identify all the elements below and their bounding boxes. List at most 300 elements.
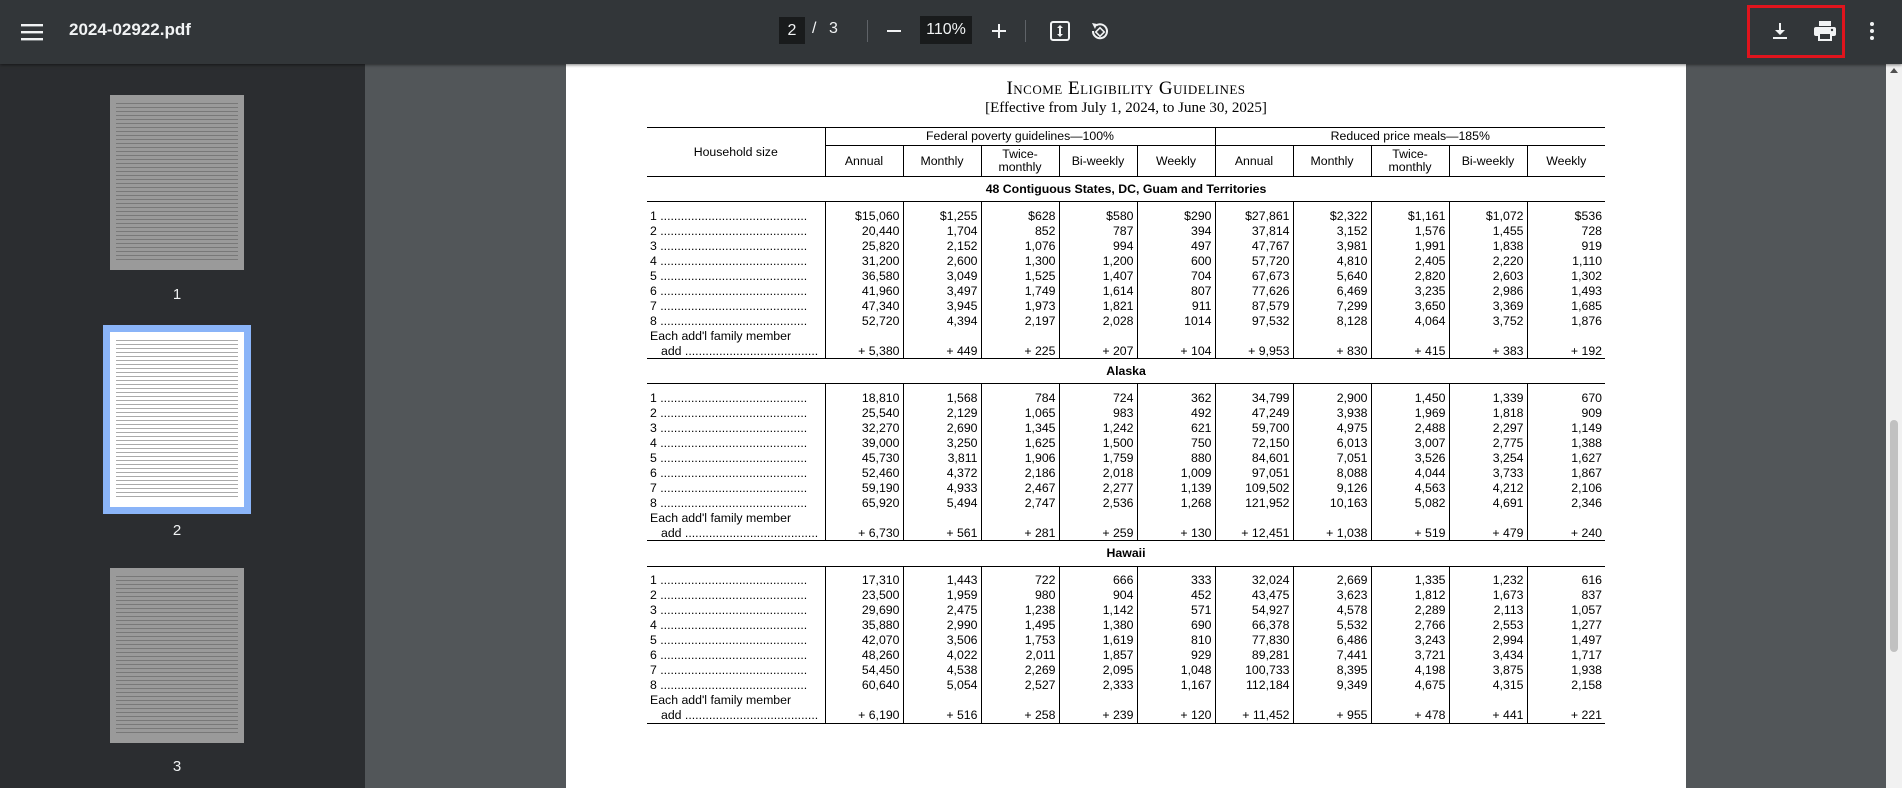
table-cell: 1,407 [1059, 268, 1137, 283]
table-row [647, 343, 1605, 359]
additional-member-add-label: add ....................................... [647, 525, 825, 541]
more-vert-icon [1869, 21, 1875, 41]
table-cell: 2,527 [981, 678, 1059, 693]
household-size-label: 6 ........................................... [650, 283, 808, 298]
thumbnail-text-line [116, 716, 238, 717]
table-cell: 2,095 [1059, 663, 1137, 678]
thumbnail-text-line [116, 472, 238, 473]
toolbar-divider [1025, 20, 1026, 42]
thumbnail-text-line [116, 227, 238, 228]
thumbnail-text-line [116, 656, 238, 657]
table-cell: 1,167 [1137, 678, 1215, 693]
household-size-label: 3 ........................................... [650, 603, 808, 617]
thumbnail-text-line [116, 219, 238, 220]
table-cell: 1,568 [903, 390, 981, 405]
table-cell: 909 [1527, 405, 1605, 420]
table-cell: 2,129 [903, 405, 981, 420]
table-cell: 6,486 [1293, 633, 1371, 648]
file-name-title: 2024-02922.pdf [69, 20, 191, 39]
table-cell: 728 [1527, 223, 1605, 238]
table-cell: 97,532 [1215, 313, 1293, 328]
reduced-price-header: Reduced price meals—185% [1215, 128, 1605, 146]
table-cell: 1,232 [1449, 573, 1527, 588]
column-header: Bi-weekly [1059, 146, 1137, 177]
table-cell: + 383 [1449, 343, 1527, 359]
table-cell: 57,720 [1215, 253, 1293, 268]
table-cell: + 955 [1293, 708, 1371, 724]
table-cell: + 104 [1137, 343, 1215, 359]
thumbnail-text-line [116, 620, 238, 621]
table-cell: 1,969 [1371, 405, 1449, 420]
table-cell: 2,106 [1527, 480, 1605, 495]
table-row [647, 435, 1605, 450]
table-cell: 929 [1137, 648, 1215, 663]
table-cell: + 561 [903, 525, 981, 541]
table-cell: $2,322 [1293, 208, 1371, 223]
thumbnail-text-line [116, 372, 238, 373]
table-cell: 1,339 [1449, 390, 1527, 405]
table-cell: 45,730 [825, 450, 903, 465]
table-cell: 1,818 [1449, 405, 1527, 420]
table-cell: 1,048 [1137, 663, 1215, 678]
table-cell: 1,812 [1371, 588, 1449, 603]
table-cell: 2,405 [1371, 253, 1449, 268]
thumbnail-text-line [116, 163, 238, 164]
table-cell: 4,315 [1449, 678, 1527, 693]
table-cell: 10,163 [1293, 495, 1371, 510]
table-cell: 1,455 [1449, 223, 1527, 238]
table-cell: 89,281 [1215, 648, 1293, 663]
table-cell: 4,563 [1371, 480, 1449, 495]
household-size-label: 3 ........................................... [650, 420, 808, 435]
thumbnail-text-line [116, 408, 238, 409]
table-cell: 4,064 [1371, 313, 1449, 328]
table-row [647, 450, 1605, 465]
thumbnail-text-line [116, 664, 238, 665]
table-row [647, 253, 1605, 268]
thumbnail-text-line [116, 476, 238, 477]
table-cell: 2,011 [981, 648, 1059, 663]
table-cell: 497 [1137, 238, 1215, 253]
table-cell: 67,673 [1215, 268, 1293, 283]
table-cell: 3,650 [1371, 298, 1449, 313]
household-size-label: 4 ........................................... [650, 253, 808, 268]
thumbnail-text-line [116, 368, 238, 369]
thumbnail-text-line [116, 360, 238, 361]
table-cell: 60,640 [825, 678, 903, 693]
table-cell: 1,627 [1527, 450, 1605, 465]
table-cell: 18,810 [825, 390, 903, 405]
thumbnail-text-line [116, 187, 238, 188]
thumbnail-text-line [116, 171, 238, 172]
table-cell: 1,619 [1059, 633, 1137, 648]
fit-to-page-button[interactable] [1044, 15, 1076, 47]
table-cell: 9,126 [1293, 480, 1371, 495]
download-print-highlight [1747, 5, 1845, 58]
table-cell: 704 [1137, 268, 1215, 283]
table-cell: + 11,452 [1215, 708, 1293, 724]
thumbnail-text-line [116, 600, 238, 601]
thumbnail-text-line [116, 492, 238, 493]
table-cell: 2,488 [1371, 420, 1449, 435]
thumbnail-text-line [116, 251, 238, 252]
table-row [647, 633, 1605, 648]
table-cell: 1,380 [1059, 618, 1137, 633]
table-cell: 3,945 [903, 298, 981, 313]
table-cell: + 830 [1293, 343, 1371, 359]
thumbnail-text-line [116, 616, 238, 617]
table-cell: 1,335 [1371, 573, 1449, 588]
table-cell: 722 [981, 573, 1059, 588]
table-cell: + 225 [981, 343, 1059, 359]
table-cell: 690 [1137, 618, 1215, 633]
thumbnail-text-line [116, 400, 238, 401]
thumbnail-text-line [116, 448, 238, 449]
thumbnail-text-line [116, 576, 238, 577]
table-cell: + 12,451 [1215, 525, 1293, 541]
income-eligibility-table [647, 127, 1605, 724]
section-heading: Hawaii [647, 541, 1605, 566]
thumbnail-text-line [116, 636, 238, 637]
table-cell: 394 [1137, 223, 1215, 238]
thumbnail-text-line [116, 243, 238, 244]
table-cell: 2,289 [1371, 603, 1449, 618]
table-cell: 32,024 [1215, 573, 1293, 588]
table-cell: 1,753 [981, 633, 1059, 648]
table-cell: 983 [1059, 405, 1137, 420]
table-cell: 59,700 [1215, 420, 1293, 435]
table-row [647, 223, 1605, 238]
table-cell: 36,580 [825, 268, 903, 283]
thumbnail-text-line [116, 460, 238, 461]
thumbnail-text-line [116, 392, 238, 393]
table-cell: 1,614 [1059, 283, 1137, 298]
table-cell: 807 [1137, 283, 1215, 298]
table-cell: + 9,953 [1215, 343, 1293, 359]
thumbnail-text-line [116, 592, 238, 593]
household-size-label: 7 ........................................... [650, 480, 808, 495]
table-cell: 25,540 [825, 405, 903, 420]
thumbnail-text-line [116, 147, 238, 148]
fit-page-icon [1049, 20, 1071, 42]
table-row [647, 420, 1605, 435]
thumbnail-text-line [116, 107, 238, 108]
table-cell: 980 [981, 588, 1059, 603]
thumbnail-text-line [116, 624, 238, 625]
table-cell: 1,242 [1059, 420, 1137, 435]
thumbnail-text-line [116, 604, 238, 605]
table-cell: 919 [1527, 238, 1605, 253]
zoom-in-button[interactable] [983, 15, 1015, 47]
table-cell: 4,933 [903, 480, 981, 495]
table-cell: 2,197 [981, 313, 1059, 328]
table-cell: + 120 [1137, 708, 1215, 724]
thumbnail-text-line [116, 708, 238, 709]
table-cell: 121,952 [1215, 495, 1293, 510]
table-cell: 20,440 [825, 223, 903, 238]
table-cell: 9,349 [1293, 678, 1371, 693]
table-cell: 3,811 [903, 450, 981, 465]
household-size-label: 4 ........................................... [650, 618, 808, 632]
table-cell: 1,759 [1059, 450, 1137, 465]
table-cell: + 5,380 [825, 343, 903, 359]
thumbnail-text-line [116, 179, 238, 180]
table-cell: 2,277 [1059, 480, 1137, 495]
table-cell: 3,235 [1371, 283, 1449, 298]
table-cell: 3,752 [1449, 313, 1527, 328]
table-cell: + 6,190 [825, 708, 903, 724]
table-cell: 8,395 [1293, 663, 1371, 678]
table-cell: 1,685 [1527, 298, 1605, 313]
thumbnail-text-line [116, 496, 238, 497]
table-cell: 2,603 [1449, 268, 1527, 283]
table-cell: 904 [1059, 588, 1137, 603]
thumbnail-text-line [116, 396, 238, 397]
table-cell: 852 [981, 223, 1059, 238]
page-number-input[interactable] [779, 17, 805, 44]
table-cell: 2,900 [1293, 390, 1371, 405]
table-cell: 2,990 [903, 618, 981, 633]
table-cell: 1,821 [1059, 298, 1137, 313]
table-cell: 1,495 [981, 618, 1059, 633]
thumbnail-text-line [116, 420, 238, 421]
table-cell: 4,394 [903, 313, 981, 328]
table-row [647, 268, 1605, 283]
household-size-label: 7 ........................................... [650, 298, 808, 313]
table-cell: 47,340 [825, 298, 903, 313]
table-cell: + 240 [1527, 525, 1605, 541]
thumbnail-text-line [116, 668, 238, 669]
thumbnail-text-line [116, 732, 238, 733]
table-cell: 4,675 [1371, 678, 1449, 693]
table-cell: 1,443 [903, 573, 981, 588]
thumbnail-text-line [116, 684, 238, 685]
table-cell: + 6,730 [825, 525, 903, 541]
thumbnail-text-line [116, 155, 238, 156]
table-cell: 880 [1137, 450, 1215, 465]
thumbnail-text-line [116, 352, 238, 353]
household-size-label: 1 ........................................... [650, 208, 808, 223]
table-cell: 2,158 [1527, 678, 1605, 693]
thumbnail-text-line [116, 432, 238, 433]
column-header: Weekly [1137, 146, 1215, 177]
table-cell: 2,986 [1449, 283, 1527, 298]
table-cell: 3,623 [1293, 588, 1371, 603]
table-cell: 4,198 [1371, 663, 1449, 678]
thumbnail-text-line [116, 207, 238, 208]
table-cell: 1,238 [981, 603, 1059, 618]
table-cell: 1,277 [1527, 618, 1605, 633]
table-cell: 362 [1137, 390, 1215, 405]
scroll-up-arrow-icon[interactable] [1890, 68, 1898, 73]
thumbnail-text-line [116, 704, 238, 705]
table-cell: 39,000 [825, 435, 903, 450]
thumbnail-text-line [116, 235, 238, 236]
table-cell: + 415 [1371, 343, 1449, 359]
toolbar-divider [867, 20, 868, 42]
thumbnail-text-line [116, 388, 238, 389]
column-header: Annual [1215, 146, 1293, 177]
thumbnail-text-line [116, 119, 238, 120]
table-cell: 3,250 [903, 435, 981, 450]
table-cell: + 281 [981, 525, 1059, 541]
zoom-out-button[interactable] [878, 15, 910, 47]
table-cell: 66,378 [1215, 618, 1293, 633]
table-cell: 1,625 [981, 435, 1059, 450]
thumbnail-text-line [116, 724, 238, 725]
table-cell: 1,142 [1059, 603, 1137, 618]
thumbnail-text-line [116, 488, 238, 489]
table-cell: 37,814 [1215, 223, 1293, 238]
table-cell: 1,497 [1527, 633, 1605, 648]
table-cell: 3,721 [1371, 648, 1449, 663]
thumbnail-text-line [116, 692, 238, 693]
table-cell: + 478 [1371, 708, 1449, 724]
thumbnail-text-line [116, 644, 238, 645]
household-size-label: 3 ........................................... [650, 238, 808, 253]
table-cell: 1,345 [981, 420, 1059, 435]
table-cell: 2,333 [1059, 678, 1137, 693]
thumbnail-text-line [116, 376, 238, 377]
thumbnail-text-line [116, 127, 238, 128]
table-cell: 1,139 [1137, 480, 1215, 495]
scrollbar-thumb[interactable] [1890, 420, 1898, 652]
thumbnail-text-line [116, 596, 238, 597]
table-cell: $27,861 [1215, 208, 1293, 223]
thumbnail-text-line [116, 175, 238, 176]
thumbnail-text-line [116, 712, 238, 713]
table-cell: 2,747 [981, 495, 1059, 510]
table-cell: 1,525 [981, 268, 1059, 283]
table-cell: $1,161 [1371, 208, 1449, 223]
table-cell: 1,057 [1527, 603, 1605, 618]
table-cell: 3,049 [903, 268, 981, 283]
table-cell: + 258 [981, 708, 1059, 724]
table-cell: 724 [1059, 390, 1137, 405]
table-cell: 2,536 [1059, 495, 1137, 510]
table-cell: 2,467 [981, 480, 1059, 495]
table-cell: 4,022 [903, 648, 981, 663]
table-cell: 3,369 [1449, 298, 1527, 313]
thumbnail-text-line [116, 151, 238, 152]
table-cell: 333 [1137, 573, 1215, 588]
menu-button[interactable] [14, 14, 50, 50]
thumbnail-text-line [116, 131, 238, 132]
section-heading: 48 Contiguous States, DC, Guam and Territories [647, 177, 1605, 202]
table-cell: 2,113 [1449, 603, 1527, 618]
table-row [647, 390, 1605, 405]
pdf-page [566, 64, 1686, 788]
table-cell: 109,502 [1215, 480, 1293, 495]
thumbnail-text-line [116, 380, 238, 381]
table-cell: 5,054 [903, 678, 981, 693]
household-size-label: 6 ........................................... [650, 648, 808, 662]
table-cell: 5,640 [1293, 268, 1371, 283]
vertical-scrollbar[interactable] [1886, 64, 1902, 788]
table-cell: 3,981 [1293, 238, 1371, 253]
thumbnail-text-line [116, 412, 238, 413]
table-cell: 1,857 [1059, 648, 1137, 663]
thumbnail-text-line [116, 231, 238, 232]
column-header: Twice-monthly [1371, 146, 1449, 177]
table-row [647, 283, 1605, 298]
table-cell: 4,810 [1293, 253, 1371, 268]
page-thumbnail-1[interactable] [110, 95, 244, 270]
thumbnail-text-line [116, 440, 238, 441]
column-header: Weekly [1527, 146, 1605, 177]
table-cell: + 192 [1527, 343, 1605, 359]
table-cell: 670 [1527, 390, 1605, 405]
table-cell: 2,152 [903, 238, 981, 253]
thumbnail-text-line [116, 223, 238, 224]
additional-member-label: Each add'l family member [650, 328, 792, 343]
more-actions-button[interactable] [1856, 15, 1888, 47]
table-cell: 77,626 [1215, 283, 1293, 298]
table-cell: 25,820 [825, 238, 903, 253]
thumbnail-text-line [116, 632, 238, 633]
thumbnail-text-line [116, 480, 238, 481]
table-cell: + 239 [1059, 708, 1137, 724]
table-cell: 47,767 [1215, 238, 1293, 253]
table-cell: 600 [1137, 253, 1215, 268]
table-row [647, 465, 1605, 480]
table-cell: $15,060 [825, 208, 903, 223]
thumbnail-text-line [116, 239, 238, 240]
thumbnail-text-line [116, 143, 238, 144]
table-cell: 1,268 [1137, 495, 1215, 510]
thumbnail-text-line [116, 111, 238, 112]
table-cell: 2,297 [1449, 420, 1527, 435]
table-cell: 5,082 [1371, 495, 1449, 510]
household-size-label: 8 ........................................... [650, 678, 808, 692]
table-cell: 43,475 [1215, 588, 1293, 603]
table-cell: 87,579 [1215, 298, 1293, 313]
table-cell: 810 [1137, 633, 1215, 648]
table-cell: 571 [1137, 603, 1215, 618]
table-cell: 84,601 [1215, 450, 1293, 465]
thumbnail-text-line [116, 456, 238, 457]
table-cell: + 1,038 [1293, 525, 1371, 541]
table-row [647, 238, 1605, 253]
table-cell: 54,450 [825, 663, 903, 678]
table-row [647, 313, 1605, 328]
table-cell: + 479 [1449, 525, 1527, 541]
table-cell: 1,009 [1137, 465, 1215, 480]
zoom-level-input[interactable] [920, 16, 972, 44]
rotate-button[interactable] [1084, 15, 1116, 47]
table-cell: 59,190 [825, 480, 903, 495]
document-subtitle: [Effective from July 1, 2024, to June 30, 2025] [985, 100, 1267, 116]
table-row [647, 618, 1605, 633]
additional-member-label: Each add'l family member [650, 693, 792, 707]
table-row [647, 678, 1605, 693]
rotate-counterclockwise-icon [1089, 20, 1111, 42]
table-cell: 97,051 [1215, 465, 1293, 480]
table-cell: 911 [1137, 298, 1215, 313]
table-cell: + 259 [1059, 525, 1137, 541]
thumbnail-text-line [116, 384, 238, 385]
page-thumbnail-3[interactable] [110, 568, 244, 743]
thumbnail-text-line [116, 728, 238, 729]
table-cell: 666 [1059, 573, 1137, 588]
thumbnail-text-line [116, 484, 238, 485]
table-cell: 23,500 [825, 588, 903, 603]
table-cell: 2,269 [981, 663, 1059, 678]
page-thumbnail-2[interactable] [110, 332, 244, 507]
table-row [647, 405, 1605, 420]
table-cell: 8,128 [1293, 313, 1371, 328]
table-cell: 1,749 [981, 283, 1059, 298]
